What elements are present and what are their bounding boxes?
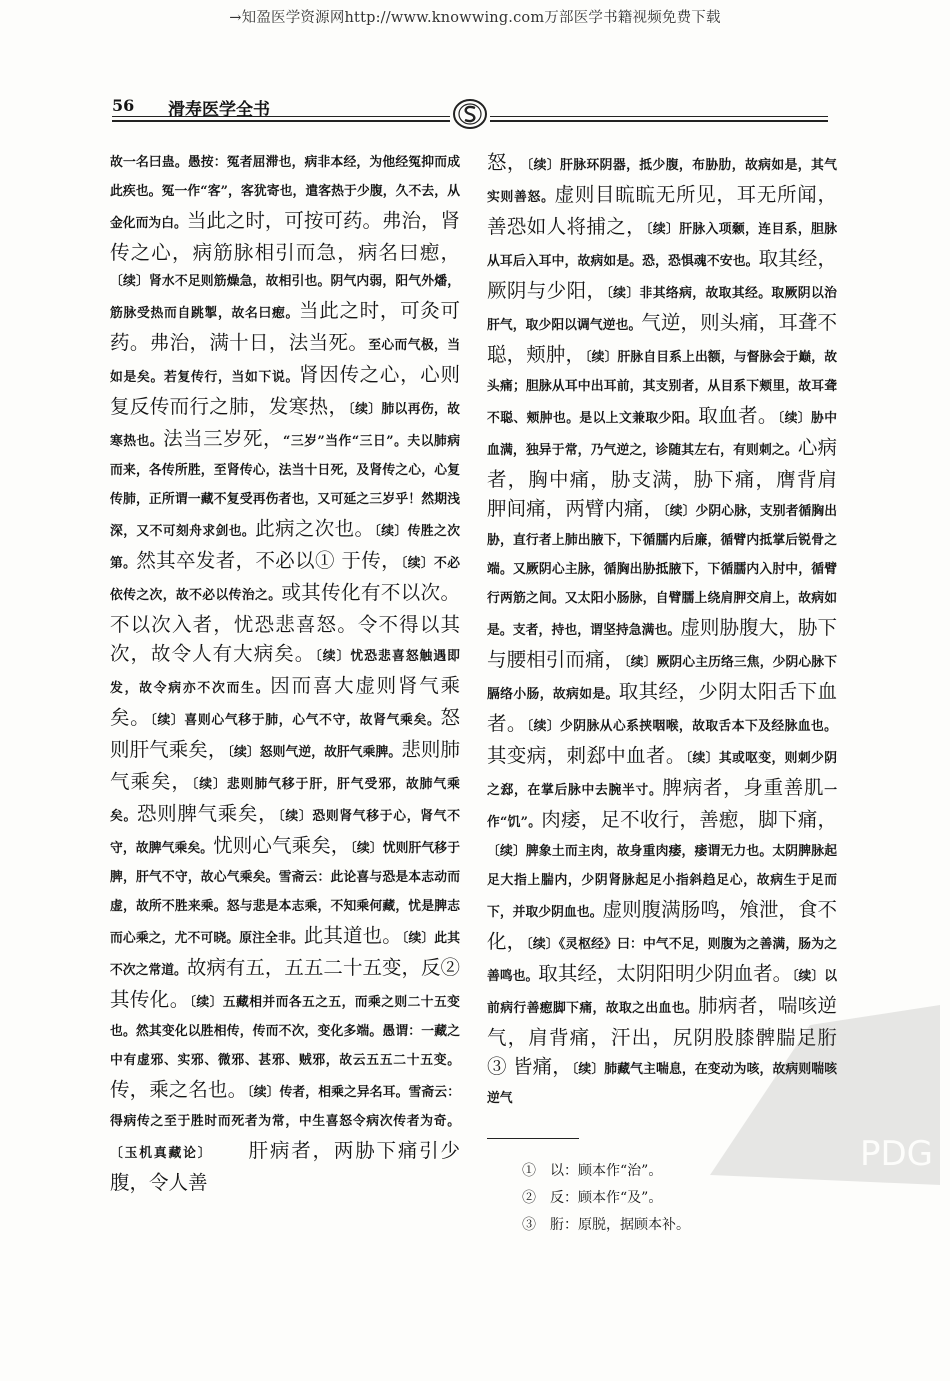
right-column-segment: 心病者，胸中痛，胁支满，胁下痛，膺背肩胛间痛，两臂内痛， xyxy=(487,436,837,520)
right-column-segment: 其变病，刺郄中血者。 xyxy=(487,744,686,767)
running-head xyxy=(112,92,828,128)
right-column-segment: 虚则胁腹大，胁下与腰相引而痛， xyxy=(487,616,837,671)
footnote-1: ① 以：顾本作“治”。 xyxy=(522,1163,663,1179)
left-column-segment: 此其道也。 xyxy=(303,924,402,947)
right-column-segment: 〔续〕以前病行善瘛脚下痛，故取之出血也。 xyxy=(487,969,837,1016)
right-column-segment: 取其经，太阴阳明少阴血者。 xyxy=(538,962,793,985)
right-column-segment: 〔续〕肝脉自目系上出额，与督脉会于巅，故头痛；胆脉从耳中出耳前，其支别者，从目系下颊里，故耳聋不聪、颊肿也。是以上文兼取少阳。 xyxy=(487,350,837,426)
left-column-segment: 故病有五，五五二十五变，反② 其传化。 xyxy=(110,956,460,1011)
right-column-segment: 〔续〕肝脉环阴器，抵少腹，布胁肋，故病如是，其气实则善怒。 xyxy=(487,158,837,205)
watermark-label: PDG xyxy=(860,1134,934,1174)
header-rule-right xyxy=(490,116,828,117)
right-column-segment: 〔续〕其或呕变，则刺少阴之郄，在掌后脉中去腕半寸。 xyxy=(487,751,837,798)
left-column-segment: 〔续〕喜则心气移于肺，心气不守，故肾气乘矣。 xyxy=(150,713,441,728)
footnotes xyxy=(522,1158,690,1239)
right-column-segment: 〔续〕少阴心脉，支别者循胸出胁，直行者上肺出腋下，下循臑内后廉，循臂内抵掌后锐骨之端。又厥阴心主脉，循胸出胁抵腋下，下循臑内入肘中，循臂行两筋之间。又太阳小肠脉，自臂臑上绕肩胛交肩上，故病如是。支者，持也，谓坚持急满也。 xyxy=(487,504,837,638)
right-column-segment: 怒， xyxy=(487,151,527,174)
footnote-3: ③ 胻：原脱，据顾本补。 xyxy=(522,1217,690,1233)
left-column-segment: 当此之时，可灸可药。弗治，满十日，法当死。 xyxy=(110,299,460,354)
header-rule-left-thick xyxy=(112,120,450,122)
right-column-segment: 取其经，少阴太阳舌下血者。 xyxy=(487,680,837,735)
left-column-segment: 〔续〕不必依传之次，故不必以传治之。 xyxy=(110,556,460,603)
right-column-segment: 〔续〕《灵枢经》曰：中气不足，则腹为之善满，肠为之善鸣也。 xyxy=(487,937,837,984)
right-column-segment: 〔续〕肝脉入项颡，连目系，胆脉从耳后入耳中，故病如是。恐，恐惧魂不安也。 xyxy=(487,222,837,269)
page-number: 56 xyxy=(112,96,135,115)
left-column-segment: 恐则脾气乘矣， xyxy=(136,802,279,825)
left-column-segment: 〔续〕五藏相并而各五之五，而乘之则二十五变也。然其变化以胜相传，传而不次，变化多端。愚谓：一藏之中有虚邪、实邪、微邪、甚邪、贼邪，故云五五二十五变。 xyxy=(110,995,460,1068)
pdg-watermark xyxy=(690,985,950,1185)
right-column-segment: 肉痿，足不收行，善瘛，脚下痛， xyxy=(541,808,837,831)
left-column-segment: 〔续〕忧则肝气移于脾，肝气不守，故心气乘矣。雪斋云：此论喜与恐是本志动而虚，故所不胜来乘。怒与悲是本志乘，不知乘何藏，忧是脾志而心乘之，尤不可晓。原注全非。 xyxy=(110,841,460,946)
left-column-segment: 〔续〕传胜之次第。 xyxy=(110,524,460,571)
left-text-column xyxy=(110,148,460,1238)
book-title: 滑寿医学全书 xyxy=(168,100,270,120)
left-column-segment: 〔续〕此其不次之常道。 xyxy=(110,931,460,978)
left-column-text xyxy=(110,148,460,1197)
right-column-segment: 〔续〕非其络病，故取其经。取厥阴以治肝气，取少阳以调气逆也。 xyxy=(487,286,837,333)
right-column-segment: 脾病者，身重善肌 xyxy=(662,776,825,799)
footnote-rule xyxy=(487,1138,579,1139)
right-column-segment: 取血者。 xyxy=(698,404,778,427)
left-column-segment: 此病之次也。 xyxy=(255,517,375,540)
left-column-segment: 〔续〕恐则肾气移于心，肾气不守，故脾气乘矣。 xyxy=(110,809,460,856)
left-column-segment: 〔续〕怒则气逆，故肝气乘脾。 xyxy=(227,745,402,760)
right-column-segment: 〔续〕厥阴心主历络三焦，少阴心脉下膈络小肠，故病如是。 xyxy=(487,655,837,702)
right-column-segment: 〔续〕肺藏气主喘息，在变动为咳，故病则喘咳逆气 xyxy=(487,1062,837,1106)
header-rule-left xyxy=(112,116,450,117)
right-column-text xyxy=(487,148,837,1113)
right-column-segment: 一作“饥”。 xyxy=(487,783,837,830)
left-column-segment: 〔续〕传者，相乘之异名耳。雪斋云：得病传之至于胜时而死者为常，中生喜怒令病次传者为奇。〔玉机真藏论〕 xyxy=(110,1085,460,1161)
left-column-segment: 忧则心气乘矣， xyxy=(213,834,351,857)
right-column-segment: 〔续〕少阴脉从心系挟咽喉，故取舌本下及经脉血也。 xyxy=(526,719,837,734)
left-column-segment: 至心而气极，当如是矣。若复传行，当如下说。 xyxy=(110,338,460,385)
left-column-segment: 悲则肺气乘矣， xyxy=(110,738,460,793)
left-column-segment: 然其卒发者，不必以① 于传， xyxy=(136,549,401,572)
right-text-column xyxy=(487,148,837,1118)
left-column-segment: 因而喜大虚则肾气乘矣。 xyxy=(110,674,460,729)
right-column-segment: 〔续〕胁中血满，独异于常，乃气逆之，诊随其左右，有则刺之。 xyxy=(487,411,837,458)
footnote-2: ② 反：顾本作“及”。 xyxy=(522,1190,663,1206)
right-column-segment: 〔续〕脾象土而主肉，故身重肉痿，痿谓无力也。太阴脾脉起足大指上腨内，少阴肾脉起足小指斜趋足心，故病生于足而下，并取少阴血也。 xyxy=(487,844,837,920)
left-column-segment: 〔续〕悲则肺气移于肝，肝气受邪，故肺气乘矣。 xyxy=(110,777,460,824)
left-column-segment: 故一名曰蛊。愚按：冤者屈滞也，病非本经，为他经冤抑而成此疾也。冤一作“客”，客犹寄也，遣客热于少腹，久不去，从金化而为白。 xyxy=(110,155,460,231)
header-rule-right-thick xyxy=(490,120,828,122)
left-column-segment: 法当三岁死， xyxy=(163,427,284,450)
right-column-segment: 虚则腹满肠鸣，飧泄，食不化， xyxy=(487,898,837,953)
left-column-segment: 肝病者，两胁下痛引少腹，令人善 xyxy=(110,1139,460,1194)
left-column-segment: 怒则肝气乘矣， xyxy=(110,706,460,761)
left-column-segment: 〔续〕肺以再伤，故寒热也。 xyxy=(110,402,460,449)
publisher-logo-icon xyxy=(452,98,488,130)
left-column-segment: 当此之时，可按可药。弗治，肾传之心，病筋脉相引而急，病名曰瘛， xyxy=(110,209,460,264)
right-column-segment: 肺病者，喘咳逆气，肩背痛，汗出，尻阴股膝髀腨足胻③ 皆痛， xyxy=(487,994,837,1078)
left-column-segment: “三岁”当作“三日”。夫以肺病而来，各传所胜，至肾传心，法当十日死，及肾传之心，心复传肺，正所谓一藏不复受再伤者也，又可延之三岁乎！然期浅深，又不可刻舟求剑也。 xyxy=(110,434,460,539)
left-column-segment: 〔续〕忧恐悲喜怒触遇即发，故令病亦不次而生。 xyxy=(110,649,460,696)
left-column-segment: 传，乘之名也。 xyxy=(110,1078,248,1101)
download-banner: →知盈医学资源网http://www.knowwing.com万部医学书籍视频免费下载 xyxy=(229,10,721,26)
right-column-segment: 气逆，则头痛，耳聋不聪，颊肿， xyxy=(487,311,837,366)
right-column-segment: 虚则目䀮䀮无所见，耳无所闻，善恐如人将捕之， xyxy=(487,183,837,238)
left-column-segment: 肾因传之心，心则复反传而行之肺，发寒热， xyxy=(110,363,460,418)
right-column-segment: 取其经，厥阴与少阳， xyxy=(487,247,837,302)
left-column-segment: 或其传化有不以次。不以次入者，忧恐悲喜怒。令不得以其次，故令人有大病矣。 xyxy=(110,581,460,665)
left-column-segment: 〔续〕肾水不足则筋燥急，故相引也。阴气内弱，阳气外燔，筋脉受热而自跳掣，故名曰瘛。 xyxy=(110,274,460,321)
